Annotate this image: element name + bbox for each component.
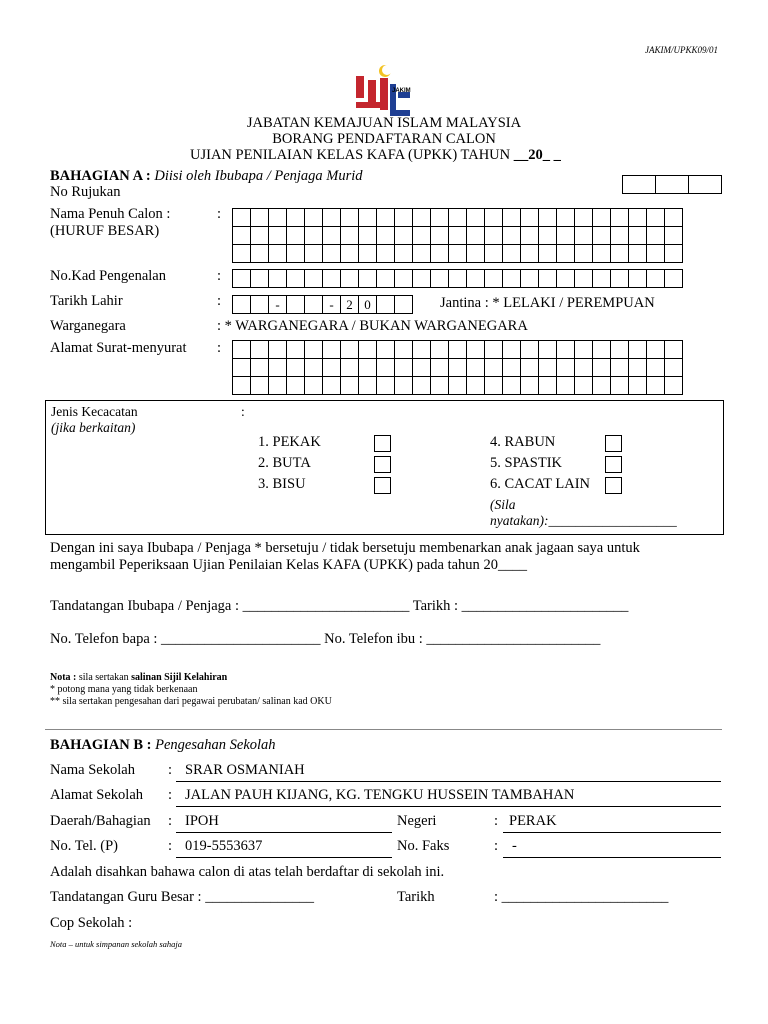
parent-signature-line[interactable]: Tandatangan Ibubapa / Penjaga : _______________________ Tarikh : _______________________: [50, 598, 629, 614]
cop-sekolah: Cop Sekolah :: [50, 915, 133, 931]
char-box[interactable]: [520, 244, 539, 263]
char-box[interactable]: [520, 376, 539, 395]
char-box[interactable]: [232, 376, 251, 395]
nama-grid[interactable]: [232, 208, 682, 262]
checkbox-cacat-lain[interactable]: [605, 477, 622, 494]
nama-sekolah-label: Nama Sekolah: [50, 762, 135, 778]
checkbox-spastik[interactable]: [605, 456, 622, 473]
char-box[interactable]: [574, 376, 593, 395]
char-box[interactable]: [394, 358, 413, 377]
checkbox-buta[interactable]: [374, 456, 391, 473]
char-box[interactable]: [628, 269, 647, 288]
char-box[interactable]: [646, 208, 665, 227]
char-box[interactable]: [574, 244, 593, 263]
char-box[interactable]: [268, 340, 287, 359]
char-box[interactable]: [376, 269, 395, 288]
confirm-text: Adalah disahkan bahawa calon di atas telah berdaftar di sekolah ini.: [50, 864, 445, 880]
char-box[interactable]: [358, 376, 377, 395]
char-box[interactable]: [232, 244, 251, 263]
char-box[interactable]: [358, 358, 377, 377]
char-box[interactable]: [484, 208, 503, 227]
char-box[interactable]: [502, 208, 521, 227]
char-box[interactable]: [376, 340, 395, 359]
char-box[interactable]: [628, 244, 647, 263]
char-box[interactable]: [268, 226, 287, 245]
footnote: Nota – untuk simpanan sekolah sahaja: [50, 939, 182, 949]
checkbox-rabun[interactable]: [605, 435, 622, 452]
char-box[interactable]: [412, 226, 431, 245]
char-box[interactable]: [646, 376, 665, 395]
char-box[interactable]: [610, 358, 629, 377]
char-box[interactable]: [484, 376, 503, 395]
header-line3: UJIAN PENILAIAN KELAS KAFA (UPKK) TAHUN __20_ _: [190, 147, 561, 163]
char-box[interactable]: [304, 358, 323, 377]
warga-label: Warganegara: [50, 318, 126, 334]
char-box[interactable]: [412, 376, 431, 395]
char-box[interactable]: [268, 208, 287, 227]
char-box[interactable]: [502, 376, 521, 395]
char-box[interactable]: [592, 269, 611, 288]
char-box[interactable]: [502, 340, 521, 359]
form-code: JAKIM/UPKK09/01: [645, 45, 718, 55]
note-2: * potong mana yang tidak berkenaan: [50, 684, 198, 695]
char-box[interactable]: [322, 244, 341, 263]
char-box[interactable]: [574, 269, 593, 288]
char-box[interactable]: [340, 244, 359, 263]
char-box[interactable]: [502, 269, 521, 288]
consent-line2: mengambil Peperiksaan Ujian Penilaian Kelas KAFA (UPKK) pada tahun 20____: [50, 557, 527, 573]
char-box[interactable]: [304, 208, 323, 227]
tarikh-label: Tarikh: [397, 889, 435, 905]
char-box[interactable]: [448, 269, 467, 288]
char-box[interactable]: [232, 269, 251, 288]
char-box[interactable]: [520, 269, 539, 288]
char-box[interactable]: [358, 226, 377, 245]
no-rujukan-label: No Rujukan: [50, 184, 121, 200]
char-box[interactable]: [232, 208, 251, 227]
ic-grid[interactable]: [232, 269, 682, 287]
char-box[interactable]: [610, 226, 629, 245]
char-box[interactable]: [412, 358, 431, 377]
nama-note: (HURUF BESAR): [50, 223, 160, 239]
char-box[interactable]: [448, 244, 467, 263]
char-box[interactable]: [610, 376, 629, 395]
char-box[interactable]: [250, 358, 269, 377]
char-box[interactable]: [304, 269, 323, 288]
char-box[interactable]: [250, 376, 269, 395]
char-box[interactable]: [376, 208, 395, 227]
char-box[interactable]: [466, 244, 485, 263]
char-box[interactable]: [502, 244, 521, 263]
char-box[interactable]: [394, 269, 413, 288]
char-box[interactable]: [358, 269, 377, 288]
char-box[interactable]: [664, 244, 683, 263]
char-box[interactable]: [286, 244, 305, 263]
consent-line1: Dengan ini saya Ibubapa / Penjaga * bersetuju / tidak bersetuju membenarkan anak jagaan saya untuk: [50, 540, 640, 556]
char-box[interactable]: [322, 358, 341, 377]
char-box[interactable]: [484, 244, 503, 263]
char-box[interactable]: [646, 340, 665, 359]
char-box[interactable]: [430, 376, 449, 395]
daerah-value[interactable]: IPOH: [185, 813, 219, 829]
char-box[interactable]: [286, 226, 305, 245]
checkbox-bisu[interactable]: [374, 477, 391, 494]
char-box[interactable]: [448, 358, 467, 377]
char-box[interactable]: [430, 340, 449, 359]
char-box[interactable]: [556, 358, 575, 377]
char-box[interactable]: [628, 376, 647, 395]
header-line1: JABATAN KEMAJUAN ISLAM MALAYSIA: [246, 115, 522, 131]
char-box[interactable]: [250, 208, 269, 227]
char-box[interactable]: [574, 340, 593, 359]
char-box[interactable]: [286, 269, 305, 288]
char-box[interactable]: [664, 226, 683, 245]
char-box[interactable]: [574, 226, 593, 245]
char-box[interactable]: [556, 269, 575, 288]
char-box[interactable]: [232, 358, 251, 377]
char-box[interactable]: [412, 269, 431, 288]
char-box[interactable]: [628, 340, 647, 359]
char-box[interactable]: [502, 226, 521, 245]
char-box[interactable]: [556, 208, 575, 227]
char-box[interactable]: [556, 226, 575, 245]
ic-label: No.Kad Pengenalan: [50, 268, 166, 284]
char-box[interactable]: [520, 358, 539, 377]
alamat-grid[interactable]: [232, 340, 682, 394]
disability-label: Jenis Kecacatan: [51, 404, 138, 419]
char-box[interactable]: [376, 376, 395, 395]
char-box[interactable]: [412, 244, 431, 263]
note-1: Nota : sila sertakan salinan Sijil Kelahiran: [50, 672, 228, 683]
char-box[interactable]: [466, 376, 485, 395]
no-rujukan-boxes[interactable]: [622, 175, 721, 193]
char-box[interactable]: [412, 340, 431, 359]
char-box[interactable]: [322, 269, 341, 288]
negeri-value[interactable]: PERAK: [509, 813, 557, 829]
tel-label: No. Tel. (P): [50, 838, 118, 854]
char-box[interactable]: [340, 226, 359, 245]
char-box[interactable]: [340, 358, 359, 377]
char-box[interactable]: [376, 226, 395, 245]
char-box[interactable]: [394, 208, 413, 227]
char-box[interactable]: [574, 358, 593, 377]
char-box[interactable]: [538, 376, 557, 395]
tel-value[interactable]: 019-5553637: [185, 838, 263, 854]
char-box[interactable]: [664, 376, 683, 395]
char-box[interactable]: [448, 376, 467, 395]
char-box[interactable]: [538, 358, 557, 377]
char-box[interactable]: [286, 376, 305, 395]
char-box[interactable]: [592, 244, 611, 263]
option-cacat-lain: 6. CACAT LAIN: [490, 476, 591, 492]
char-box[interactable]: [448, 226, 467, 245]
char-box[interactable]: [340, 208, 359, 227]
dob-label: Tarikh Lahir: [50, 293, 123, 309]
char-box[interactable]: [250, 269, 269, 288]
char-box[interactable]: [592, 376, 611, 395]
char-box[interactable]: [556, 376, 575, 395]
char-box[interactable]: [484, 269, 503, 288]
char-box[interactable]: [556, 244, 575, 263]
char-box[interactable]: [376, 358, 395, 377]
char-box[interactable]: [466, 226, 485, 245]
char-box[interactable]: [592, 340, 611, 359]
char-box[interactable]: [538, 269, 557, 288]
char-box[interactable]: [304, 376, 323, 395]
char-box[interactable]: [466, 358, 485, 377]
char-box[interactable]: [484, 226, 503, 245]
char-box[interactable]: [286, 340, 305, 359]
char-box[interactable]: [538, 340, 557, 359]
char-box[interactable]: [286, 358, 305, 377]
char-box[interactable]: [448, 340, 467, 359]
header-line2: BORANG PENDAFTARAN CALON: [272, 131, 496, 147]
char-box[interactable]: [358, 340, 377, 359]
char-box[interactable]: [538, 226, 557, 245]
char-box[interactable]: [466, 340, 485, 359]
negeri-label: Negeri: [397, 813, 437, 829]
checkbox-pekak[interactable]: [374, 435, 391, 452]
dob-grid[interactable]: - - 2 0: [232, 295, 412, 313]
char-box[interactable]: [592, 226, 611, 245]
char-box[interactable]: [628, 226, 647, 245]
char-box[interactable]: [610, 244, 629, 263]
char-box[interactable]: [430, 226, 449, 245]
char-box[interactable]: [466, 208, 485, 227]
char-box[interactable]: [430, 358, 449, 377]
char-box[interactable]: [610, 208, 629, 227]
char-box[interactable]: [394, 340, 413, 359]
char-box[interactable]: [484, 340, 503, 359]
char-box[interactable]: [502, 358, 521, 377]
char-box[interactable]: [340, 340, 359, 359]
char-box[interactable]: [394, 244, 413, 263]
option-bisu: 3. BISU: [258, 476, 306, 492]
char-box[interactable]: [664, 208, 683, 227]
char-box[interactable]: [592, 358, 611, 377]
char-box[interactable]: [250, 340, 269, 359]
char-box[interactable]: [358, 208, 377, 227]
phone-line[interactable]: No. Telefon bapa : ______________________ No. Telefon ibu : ________________________: [50, 631, 601, 647]
char-box[interactable]: [646, 244, 665, 263]
char-box[interactable]: [232, 340, 251, 359]
headmaster-signature[interactable]: Tandatangan Guru Besar : _______________: [50, 889, 314, 905]
char-box[interactable]: [646, 269, 665, 288]
alamat-sekolah-label: Alamat Sekolah: [50, 787, 144, 803]
char-box[interactable]: [664, 269, 683, 288]
section-divider: [45, 729, 722, 730]
char-box[interactable]: [340, 376, 359, 395]
char-box[interactable]: [304, 340, 323, 359]
char-box[interactable]: [520, 340, 539, 359]
char-box[interactable]: [664, 340, 683, 359]
char-box[interactable]: [430, 244, 449, 263]
char-box[interactable]: [322, 208, 341, 227]
nama-sekolah-value[interactable]: SRAR OSMANIAH: [185, 762, 305, 778]
char-box[interactable]: [358, 244, 377, 263]
alamat-sekolah-value[interactable]: JALAN PAUH KIJANG, KG. TENGKU HUSSEIN TAMBAHAN: [185, 787, 575, 803]
char-box[interactable]: [556, 340, 575, 359]
char-box[interactable]: [322, 376, 341, 395]
option-buta: 2. BUTA: [258, 455, 311, 471]
char-box[interactable]: [394, 226, 413, 245]
specify-field[interactable]: nyatakan):___________________: [490, 513, 677, 528]
char-box[interactable]: [610, 340, 629, 359]
section-b-title: BAHAGIAN B : Pengesahan Sekolah: [50, 737, 276, 753]
char-box[interactable]: [268, 358, 287, 377]
char-box[interactable]: [628, 208, 647, 227]
char-box[interactable]: [628, 358, 647, 377]
warga-value: : * WARGANEGARA / BUKAN WARGANEGARA: [217, 318, 528, 334]
char-box[interactable]: [232, 226, 251, 245]
char-box[interactable]: [592, 208, 611, 227]
char-box[interactable]: [412, 208, 431, 227]
char-box[interactable]: [646, 358, 665, 377]
char-box[interactable]: [268, 269, 287, 288]
nama-label: Nama Penuh Calon :: [50, 206, 171, 222]
char-box[interactable]: [322, 340, 341, 359]
tarikh-field[interactable]: : _______________________: [494, 889, 669, 905]
note-3: ** sila sertakan pengesahan dari pegawai perubatan/ salinan kad OKU: [50, 696, 332, 707]
jantina: Jantina : * LELAKI / PEREMPUAN: [440, 295, 655, 311]
disability-note: (jika berkaitan): [51, 420, 136, 435]
char-box[interactable]: [376, 244, 395, 263]
faks-value[interactable]: -: [512, 838, 517, 854]
char-box[interactable]: [250, 244, 269, 263]
char-box[interactable]: [520, 208, 539, 227]
faks-label: No. Faks: [397, 838, 450, 854]
option-rabun: 4. RABUN: [490, 434, 556, 450]
jakim-logo: JAKIM: [352, 62, 414, 118]
char-box[interactable]: [466, 269, 485, 288]
char-box[interactable]: [268, 244, 287, 263]
char-box[interactable]: [520, 226, 539, 245]
option-spastik: 5. SPASTIK: [490, 455, 562, 471]
char-box[interactable]: [646, 226, 665, 245]
char-box[interactable]: [574, 208, 593, 227]
char-box[interactable]: [304, 244, 323, 263]
char-box[interactable]: [340, 269, 359, 288]
char-box[interactable]: [484, 358, 503, 377]
char-box[interactable]: [304, 226, 323, 245]
char-box[interactable]: [394, 376, 413, 395]
char-box[interactable]: [430, 269, 449, 288]
char-box[interactable]: [268, 376, 287, 395]
option-pekak: 1. PEKAK: [258, 434, 321, 450]
daerah-label: Daerah/Bahagian: [50, 813, 151, 829]
char-box[interactable]: [322, 226, 341, 245]
char-box[interactable]: [610, 269, 629, 288]
char-box[interactable]: [664, 358, 683, 377]
char-box[interactable]: [448, 208, 467, 227]
char-box[interactable]: [250, 226, 269, 245]
alamat-label: Alamat Surat-menyurat: [50, 340, 187, 356]
section-a-title: BAHAGIAN A : Diisi oleh Ibubapa / Penjaga Murid: [50, 168, 363, 184]
char-box[interactable]: [430, 208, 449, 227]
char-box[interactable]: [286, 208, 305, 227]
char-box[interactable]: [538, 208, 557, 227]
char-box[interactable]: [538, 244, 557, 263]
